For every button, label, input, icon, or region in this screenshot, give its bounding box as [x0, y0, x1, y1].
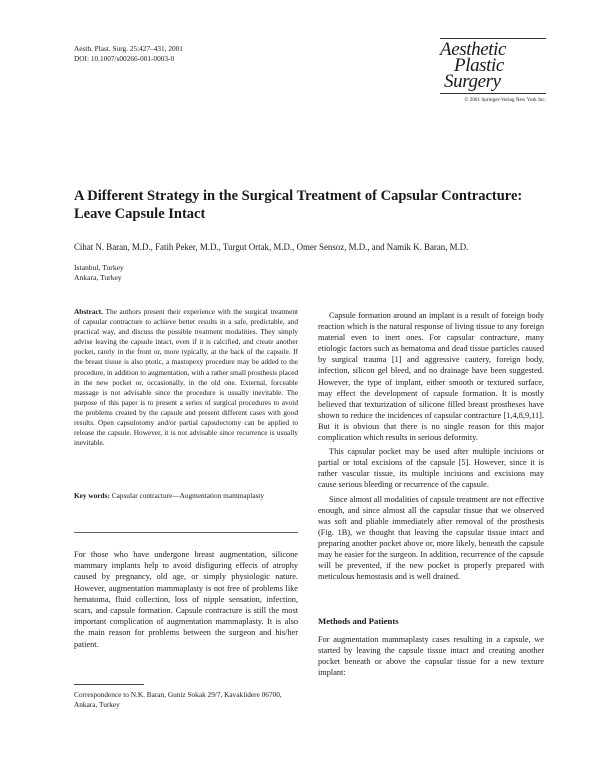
keywords [74, 491, 298, 501]
footnote-rule [74, 684, 144, 685]
citation: Aesth. Plast. Surg. 25:427–431, 2001 [74, 44, 183, 53]
right-column [318, 310, 544, 585]
logo-line-aesthetic: Aesthetic [440, 39, 507, 60]
logo-line-surgery: Surgery [444, 71, 501, 92]
doi: DOI: 10.1007/s00266-001-0003-0 [74, 54, 175, 63]
correspondence-footnote: Correspondence to N.K. Baran, Guniz Sokak 29/7, Kavaklidere 06700, Ankara, Turkey [74, 690, 282, 709]
affiliation-ankara: Ankara, Turkey [74, 272, 122, 282]
logo-line-plastic: Plastic [454, 55, 504, 76]
logo-bottom-rule [440, 93, 546, 94]
abstract-label: Abstract. [74, 307, 103, 316]
section-heading-methods: Methods and Patients [318, 616, 399, 626]
paragraph-capsular-pocket: This capsular pocket may be used after multiple incisions or partial or total excisions of the capsule [5]. However, since it is rather vascular tissue, its multiple incisions and excisions may cause serious bleeding or recurrence of the capsule. [318, 447, 544, 490]
paper-title: A Different Strategy in the Surgical Treatment of Capsular Contracture: Leave Capsule Intact [74, 188, 523, 222]
affiliations [74, 263, 124, 282]
affiliation-istanbul: Istanbul, Turkey [74, 263, 124, 272]
keywords-text: Capsular contracture—Augmentation mammaplasty [111, 491, 265, 500]
keywords-label: Key words: [74, 491, 110, 500]
introduction-paragraph: For those who have undergone breast augmentation, silicone mammary implants help to avoid disfiguring effects of atrophy caused by pregnancy, old age, or simply physiologic nature. However, augmentation mammaplasty is not free of problems like hematoma, fluid collection, loss of nipple sensation, infection, scars, and capsule formation. Capsule contracture is still the most important complication of augmentation mammaplasty. It is also the main reason for problems between the surgeon and his/her patient. [74, 550, 298, 649]
methods-paragraph: For augmentation mammaplasty cases resulting in a capsule, we started by leaving the capsule tissue intact and creating another pocket beneath or above the capsular tissue for a new texture implant: [318, 635, 544, 678]
abstract-text: The authors present their experience with the surgical treatment of capsular contracture to achieve better results in a safe, predictable, and practical way, and discuss the possible treatment modalities. They simply advise leaving the capsule intact, even if it is calcified, and create another pocket, rarely in the front or, more typically, at the back of the capsule. If the breast tissue is also ptotic, a mastopexy procedure may be added to the procedure, in addition to augmentation, with a rather small prosthesis placed in the new pocket or, occasionally, in the old one. External, forceable massage is not advisable since the procedure is usually inevitable. The purpose of this paper is to present a series of surgical procedures to avoid the problems created by the capsule and present different cases with good results. Open capsulotomy and/or partial capsulectomy can be applied to release the capsule. However, it is not advisable since recurrence is usually inevitable. [74, 307, 298, 448]
author-list: Cihat N. Baran, M.D., Fatih Peker, M.D., Turgut Ortak, M.D., Omer Sensoz, M.D., and Namik K. Baran, M.D. [74, 242, 469, 252]
running-header [74, 44, 183, 64]
paragraph-capsule-formation: Capsule formation around an implant is a result of foreign body reaction which is the natural response of living tissue to any foreign material even to inert ones. For capsular contracture, many etiologic factors such as hematoma and dead tissue particles caused by surgical trauma [1] and aggressive cautery, foreign body, infection, silicon gel bleed, and no drainage have been suggested. However, the type of implant, either smooth or textured surface, may effect the development of capsule formation. It is mostly believed that texturization of silicone filled breast prostheses have shown to reduce the incidences of capsular contracture [1,4,8,9,11]. But it is obvious that there is no single reason for this major complication which results in serious deformity. [318, 311, 544, 443]
abstract [74, 307, 298, 448]
paragraph-treatment-modalities: Since almost all modalities of capsule treatment are not effective enough, and since almost all the capsular tissue that we observed was soft and pliable immediately after removal of the prosthesis (Fig. 1B), we thought that leaving the capsular tissue intact and preparing another pocket above or, more likely, beneath the capsule may be easier for the surgeon. In addition, recurrence of the capsule will be prevented, if the new pocket is properly prepared with meticulous hemostasis and is well drained. [318, 494, 544, 582]
copyright: © 2001 Springer-Verlag New York Inc. [464, 97, 546, 103]
abstract-divider [74, 532, 298, 533]
journal-logo [440, 38, 546, 103]
